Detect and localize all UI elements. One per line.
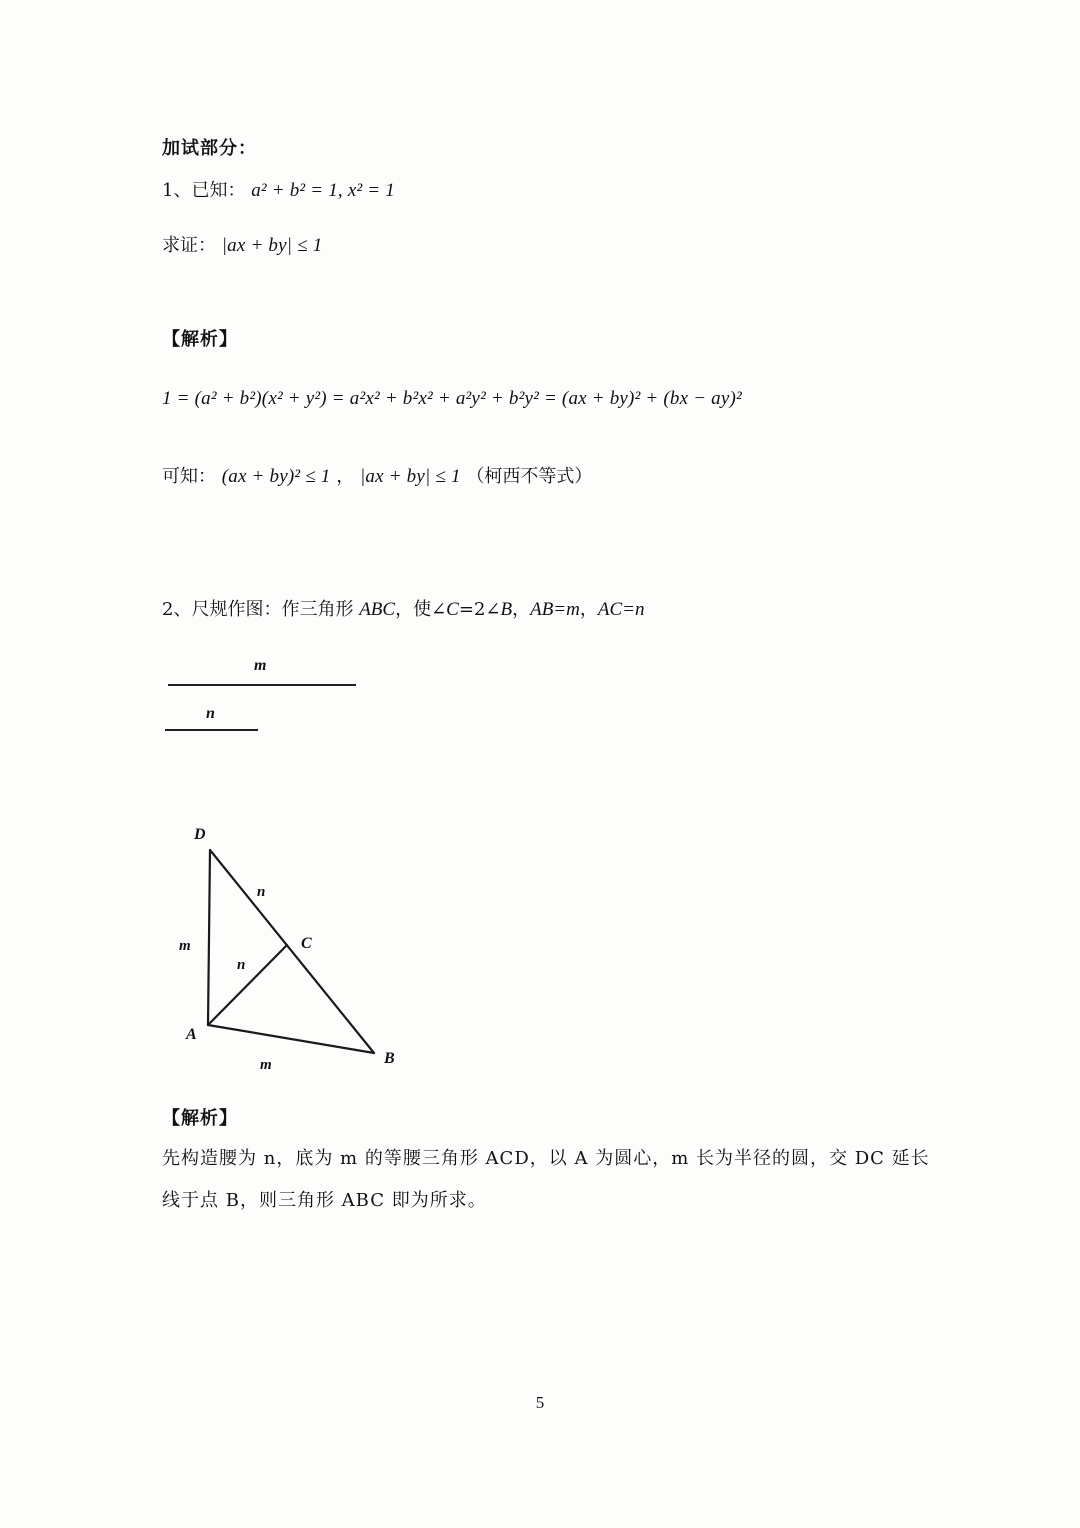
segment-m-label: m [254, 657, 267, 674]
side-ad-line [208, 850, 210, 1025]
triangle-construction-figure [160, 815, 420, 1075]
problem2-statement-sep2: ， [579, 599, 598, 620]
side-dc-label: n [257, 884, 266, 900]
vertex-c-label: C [301, 935, 312, 952]
side-ab-line [208, 1025, 374, 1053]
page-number: 5 [535, 1393, 545, 1412]
problem2-statement-sep1: ， [512, 599, 531, 620]
problem2-statement-b: B [500, 599, 513, 620]
problem2-statement-ab: AB=m [530, 599, 580, 620]
problem1-prove [162, 231, 322, 257]
problem1-analysis-label: 【解析】 [162, 329, 238, 350]
problem2-statement-abc: ABC [359, 599, 396, 620]
problem1-prove-label: 求证： [162, 235, 216, 256]
problem2-analysis-label: 【解析】 [162, 1108, 238, 1129]
problem2-statement-prefix: 2、尺规作图：作三角形 [162, 599, 360, 620]
side-ad-label: m [179, 938, 191, 954]
problem2-statement-mid: ，使∠ [395, 599, 447, 620]
section-title: 加试部分： [162, 138, 257, 159]
problem1-conclusion-math-2: |ax + by| ≤ 1 [359, 466, 461, 487]
problem1-conclusion-label: 可知： [162, 466, 216, 487]
problem1-conclusion-math-1: (ax + by)² ≤ 1 [221, 466, 331, 487]
problem1-conclusion [162, 462, 592, 488]
side-db-line [210, 850, 374, 1053]
problem2-statement-ac: AC=n [597, 599, 645, 620]
vertex-a-label: A [186, 1026, 197, 1043]
side-ab-label: m [260, 1057, 272, 1073]
segment-n [165, 729, 258, 731]
segment-m [168, 684, 356, 686]
problem1-conclusion-note: （柯西不等式） [466, 466, 593, 487]
vertex-d-label: D [194, 826, 206, 843]
problem2-analysis-text: 先构造腰为 n，底为 m 的等腰三角形 ACD，以 A 为圆心，m 长为半径的圆，交 DC 延长线于点 B，则三角形 ABC 即为所求。 [162, 1148, 930, 1211]
problem2-statement-eq: =2∠ [458, 599, 501, 620]
problem1-derivation: 1 = (a² + b²)(x² + y²) = a²x² + b²x² + a²y² + b²y² = (ax + by)² + (bx − ay)² [162, 388, 742, 409]
problem1-prove-math: |ax + by| ≤ 1 [221, 235, 323, 256]
problem2-statement-c: C [446, 599, 459, 620]
problem1-given-label: 1、已知： [162, 180, 246, 201]
segment-n-label: n [206, 705, 215, 722]
problem1-given-math: a² + b² = 1, x² = 1 [251, 180, 395, 201]
vertex-b-label: B [384, 1050, 395, 1067]
problem2-statement [162, 595, 644, 621]
problem1-conclusion-separator: ， [336, 466, 355, 487]
side-ac-line [208, 945, 287, 1025]
problem1-given [162, 176, 395, 202]
side-ac-label: n [237, 957, 246, 973]
